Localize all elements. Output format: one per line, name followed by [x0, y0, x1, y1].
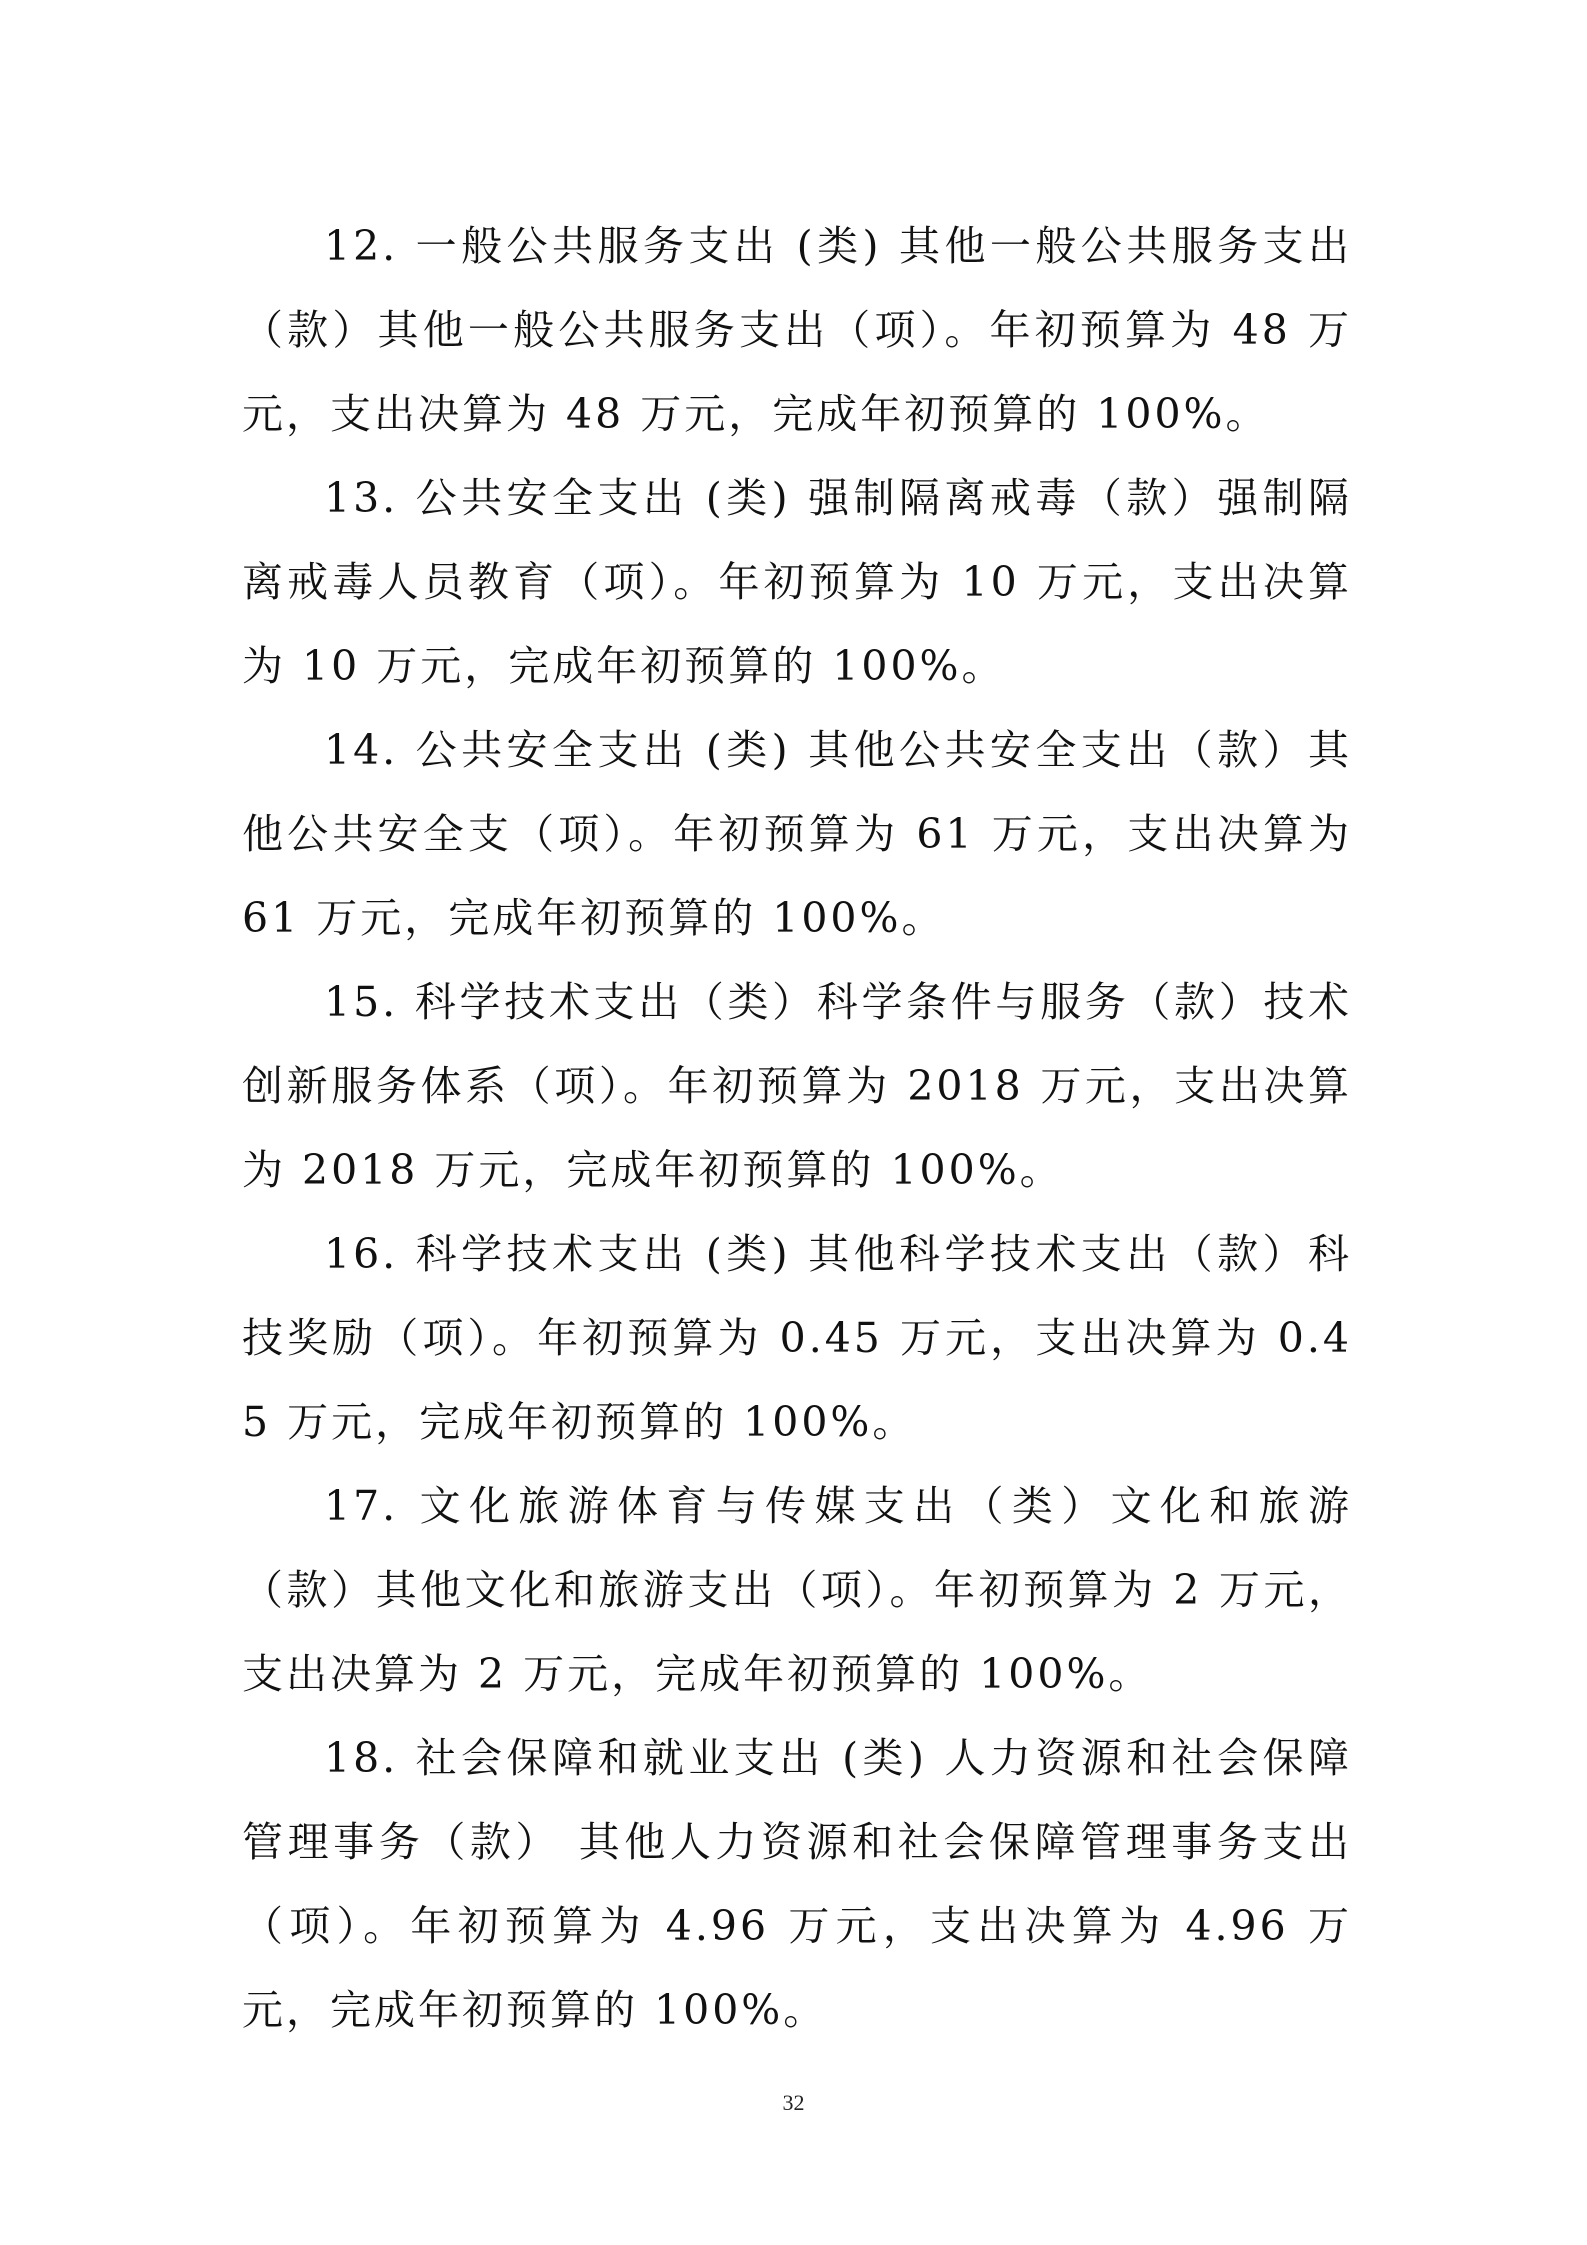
paragraph-item-16: 16. 科学技术支出 (类) 其他科学技术支出（款）科技奖励（项）。年初预算为 0.45 万元，支出决算为 0.45 万元，完成年初预算的 100%。 [242, 1230, 1352, 1446]
paragraph-item-14: 14. 公共安全支出 (类) 其他公共安全支出（款）其他公共安全支（项）。年初预算为 61 万元，支出决算为 61 万元，完成年初预算的 100%。 [242, 726, 1352, 942]
page-number: 32 [782, 2090, 805, 2115]
paragraph-item-18: 18. 社会保障和就业支出 (类) 人力资源和社会保障管理事务（款） 其他人力资源和社会保障管理事务支出（项）。年初预算为 4.96 万元，支出决算为 4.96 万元，完成年初预算的 100%。 [242, 1734, 1352, 2034]
paragraph-item-15: 15. 科学技术支出（类）科学条件与服务（款）技术创新服务体系（项）。年初预算为 2018 万元，支出决算为 2018 万元，完成年初预算的 100%。 [242, 978, 1352, 1194]
paragraph-item-17: 17. 文化旅游体育与传媒支出（类）文化和旅游（款）其他文化和旅游支出（项）。年初预算为 2 万元，支出决算为 2 万元，完成年初预算的 100%。 [242, 1482, 1352, 1698]
body-text [242, 204, 1352, 2052]
paragraph-item-13: 13. 公共安全支出 (类) 强制隔离戒毒（款）强制隔离戒毒人员教育（项）。年初预算为 10 万元，支出决算为 10 万元，完成年初预算的 100%。 [242, 474, 1352, 690]
paragraph-item-12: 12. 一般公共服务支出 (类) 其他一般公共服务支出（款）其他一般公共服务支出（项）。年初预算为 48 万元，支出决算为 48 万元，完成年初预算的 100%。 [242, 222, 1352, 438]
